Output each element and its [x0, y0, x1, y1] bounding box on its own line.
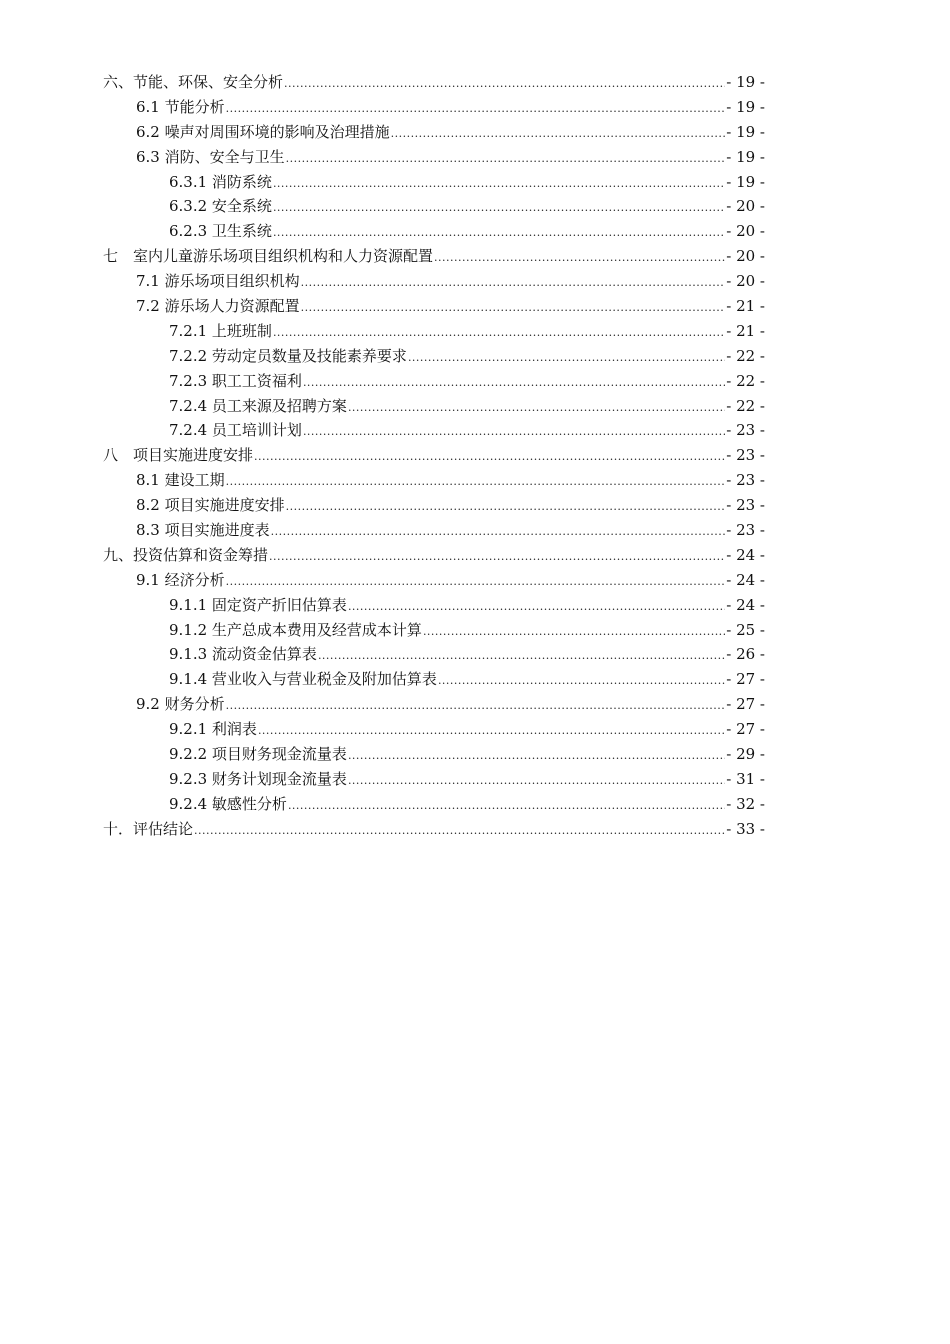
toc-entry-page-number: - 24 - [726, 595, 765, 614]
toc-dot-leader [273, 172, 725, 197]
toc-entry-page-number: - 22 - [726, 371, 765, 390]
toc-dot-leader [348, 595, 725, 620]
toc-entry[interactable] [103, 717, 765, 742]
toc-dot-leader [226, 470, 726, 495]
toc-entry[interactable] [103, 468, 765, 493]
toc-entry-page-number: - 19 - [726, 97, 765, 116]
toc-entry-page-number: - 19 - [726, 147, 765, 166]
toc-entry-title: 六、节能、环保、安全分析 [103, 73, 284, 91]
toc-entry-title: 9.1 经济分析 [136, 570, 225, 589]
toc-dot-leader [271, 520, 726, 545]
toc-dot-leader [348, 769, 725, 794]
toc-entry[interactable] [103, 443, 765, 468]
toc-entry[interactable] [103, 742, 765, 767]
toc-entry-page-number: - 23 - [726, 446, 765, 465]
toc-entry-title: 8.1 建设工期 [136, 471, 225, 490]
toc-entry-page-number: - 20 - [726, 222, 765, 241]
toc-dot-leader [318, 644, 725, 669]
toc-entry-title: 7.2.4 员工来源及招聘方案 [169, 396, 347, 415]
toc-entry[interactable] [103, 70, 765, 95]
toc-entry-page-number: - 27 - [726, 695, 765, 714]
toc-entry-title: 8.3 项目实施进度表 [136, 521, 270, 540]
toc-entry[interactable] [103, 269, 765, 294]
toc-entry-page-number: - 19 - [726, 73, 765, 91]
toc-entry-title: 7.2.4 员工培训计划 [169, 421, 302, 440]
toc-entry[interactable] [103, 194, 765, 219]
toc-entry-page-number: - 21 - [726, 321, 765, 340]
toc-entry-page-number: - 20 - [726, 272, 765, 291]
toc-dot-leader [273, 321, 725, 346]
toc-entry-page-number: - 26 - [726, 645, 765, 664]
toc-dot-leader [269, 545, 725, 570]
toc-entry-title: 6.3.2 安全系统 [169, 197, 272, 216]
toc-entry-page-number: - 19 - [726, 122, 765, 141]
toc-entry[interactable] [103, 493, 765, 518]
toc-entry-page-number: - 21 - [726, 297, 765, 316]
toc-dot-leader [226, 570, 726, 595]
toc-dot-leader [273, 196, 725, 221]
toc-entry-title: 七 室内儿童游乐场项目组织机构和人力资源配置 [103, 247, 434, 266]
toc-entry[interactable] [103, 642, 765, 667]
toc-dot-leader [254, 445, 725, 470]
toc-entry-page-number: - 20 - [726, 247, 765, 266]
toc-entry[interactable] [103, 568, 765, 593]
toc-entry-title: 9.2.3 财务计划现金流量表 [169, 769, 347, 788]
toc-entry[interactable] [103, 817, 765, 842]
toc-entry-title: 9.1.1 固定资产折旧估算表 [169, 595, 347, 614]
toc-entry-title: 9.1.3 流动资金估算表 [169, 645, 317, 664]
toc-dot-leader [301, 296, 726, 321]
toc-dot-leader [226, 97, 726, 122]
toc-dot-leader [423, 620, 725, 645]
toc-dot-leader [303, 371, 725, 396]
toc-entry-title: 9.2.2 项目财务现金流量表 [169, 745, 347, 764]
toc-entry-page-number: - 23 - [726, 471, 765, 490]
toc-entry-title: 8.2 项目实施进度安排 [136, 496, 285, 515]
toc-entry-title: 9.2.1 利润表 [169, 720, 257, 739]
toc-entry[interactable] [103, 792, 765, 817]
toc-entry-title: 6.1 节能分析 [136, 97, 225, 116]
toc-entry-title: 九、投资估算和资金筹措 [103, 545, 269, 564]
toc-entry-title: 十．评估结论 [103, 819, 194, 838]
toc-dot-leader [438, 669, 725, 694]
toc-entry-page-number: - 33 - [726, 819, 765, 838]
toc-entry[interactable] [103, 145, 765, 170]
toc-dot-leader [286, 495, 726, 520]
toc-entry[interactable] [103, 767, 765, 792]
toc-entry-title: 7.2 游乐场人力资源配置 [136, 297, 300, 316]
toc-entry[interactable] [103, 618, 765, 643]
toc-entry-title: 6.2.3 卫生系统 [169, 222, 272, 241]
toc-entry-title: 7.2.1 上班班制 [169, 321, 272, 340]
toc-entry[interactable] [103, 170, 765, 195]
toc-dot-leader [408, 346, 725, 371]
toc-entry[interactable] [103, 418, 765, 443]
toc-entry[interactable] [103, 543, 765, 568]
toc-entry-page-number: - 27 - [726, 720, 765, 739]
toc-entry[interactable] [103, 667, 765, 692]
toc-entry-title: 7.2.2 劳动定员数量及技能素养要求 [169, 346, 407, 365]
table-of-contents [103, 70, 765, 842]
toc-entry[interactable] [103, 394, 765, 419]
toc-entry[interactable] [103, 294, 765, 319]
toc-dot-leader [194, 819, 725, 844]
toc-entry[interactable] [103, 120, 765, 145]
toc-entry-page-number: - 22 - [726, 396, 765, 415]
toc-dot-leader [301, 271, 726, 296]
toc-dot-leader [286, 147, 726, 172]
toc-entry-page-number: - 24 - [726, 545, 765, 564]
toc-entry-page-number: - 23 - [726, 496, 765, 515]
toc-dot-leader [391, 122, 726, 147]
toc-dot-leader [273, 221, 725, 246]
toc-entry-title: 9.1.4 营业收入与营业税金及附加估算表 [169, 670, 437, 689]
toc-entry-page-number: - 23 - [726, 521, 765, 540]
toc-entry-title: 6.2 噪声对周围环境的影响及治理措施 [136, 122, 390, 141]
toc-entry-page-number: - 20 - [726, 197, 765, 216]
toc-dot-leader [348, 396, 725, 421]
toc-entry-title: 7.2.3 职工工资福利 [169, 371, 302, 390]
toc-entry-title: 6.3.1 消防系统 [169, 172, 272, 191]
toc-dot-leader [288, 794, 725, 819]
toc-dot-leader [303, 420, 725, 445]
toc-dot-leader [348, 744, 725, 769]
toc-entry-title: 八 项目实施进度安排 [103, 446, 254, 465]
toc-entry[interactable] [103, 593, 765, 618]
toc-entry[interactable] [103, 319, 765, 344]
toc-dot-leader [258, 719, 725, 744]
toc-entry-page-number: - 22 - [726, 346, 765, 365]
toc-dot-leader [434, 246, 725, 271]
toc-entry[interactable] [103, 692, 765, 717]
toc-entry-title: 7.1 游乐场项目组织机构 [136, 272, 300, 291]
toc-entry-title: 9.2 财务分析 [136, 695, 225, 714]
toc-entry-title: 9.1.2 生产总成本费用及经营成本计算 [169, 620, 422, 639]
toc-entry[interactable] [103, 344, 765, 369]
toc-entry-page-number: - 27 - [726, 670, 765, 689]
toc-entry-page-number: - 25 - [726, 620, 765, 639]
toc-entry[interactable] [103, 369, 765, 394]
toc-entry-page-number: - 32 - [726, 794, 765, 813]
toc-entry-page-number: - 24 - [726, 570, 765, 589]
toc-entry-page-number: - 23 - [726, 421, 765, 440]
toc-entry-title: 9.2.4 敏感性分析 [169, 794, 287, 813]
toc-entry-page-number: - 29 - [726, 745, 765, 764]
toc-entry[interactable] [103, 518, 765, 543]
toc-entry[interactable] [103, 219, 765, 244]
toc-entry[interactable] [103, 244, 765, 269]
toc-dot-leader [284, 72, 725, 97]
toc-entry-page-number: - 31 - [726, 769, 765, 788]
toc-dot-leader [226, 694, 726, 719]
toc-entry[interactable] [103, 95, 765, 120]
toc-entry-page-number: - 19 - [726, 172, 765, 191]
toc-entry-title: 6.3 消防、安全与卫生 [136, 147, 285, 166]
